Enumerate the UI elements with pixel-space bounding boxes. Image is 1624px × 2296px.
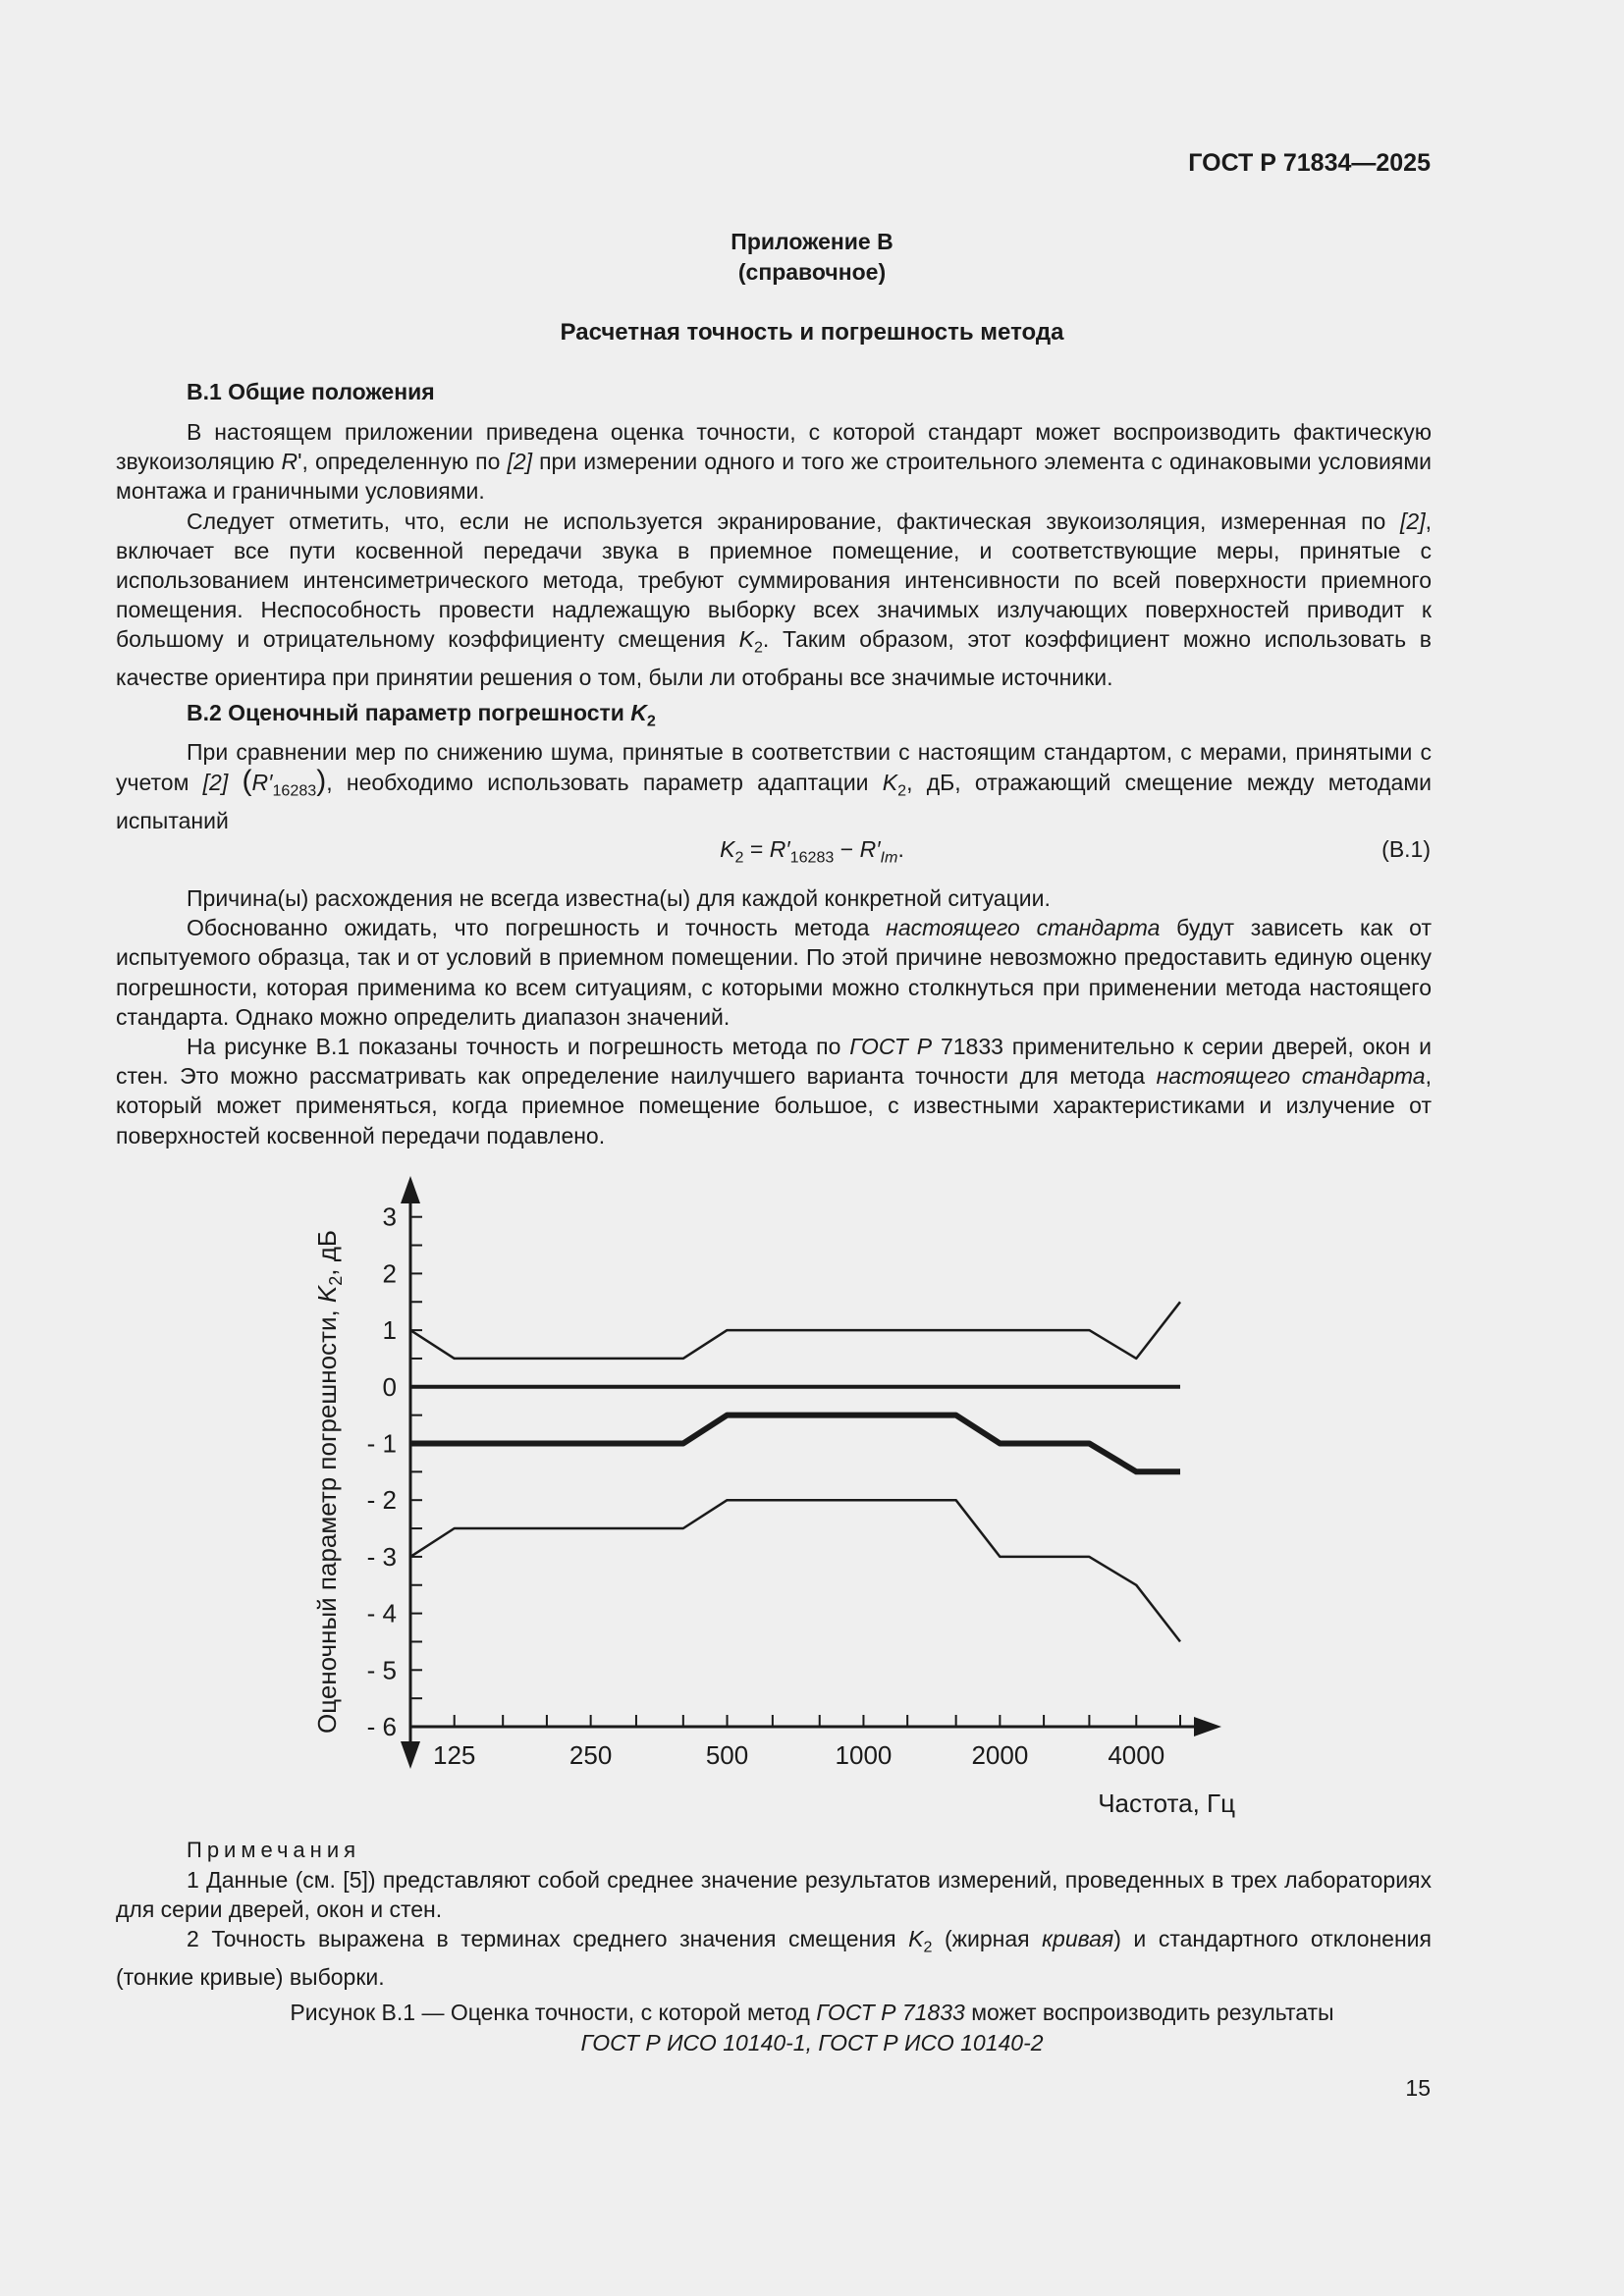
annex-heading: Расчетная точность и погрешность метода xyxy=(560,319,1064,346)
y-tick-label: - 2 xyxy=(366,1485,397,1516)
paragraph: При сравнении мер по снижению шума, принятые в соответствии с настоящим стандартом, с мерами, принятыми с учетом [2] $(R'_{16283})$, необходимо использовать параметр адаптации $K_2$, дБ, отражающий смещение между методами испытаний xyxy=(116,739,1433,833)
x-tick-labels xyxy=(433,1740,1164,1770)
section-b2-body xyxy=(116,883,1432,1150)
y-tick-label: - 3 xyxy=(366,1541,397,1572)
note-1: 1 Данные (см. [5]) представляют собой среднее значение результатов измерений, проведенных в трех лабораториях для серии дверей, окон и стен. xyxy=(116,1867,1433,1923)
x-tick-label: 1000 xyxy=(835,1740,893,1770)
figure-caption xyxy=(0,1998,1624,2058)
y-axis-arrow-down xyxy=(401,1741,420,1769)
y-tick-label: - 4 xyxy=(366,1598,397,1629)
y-tick-label: - 1 xyxy=(366,1428,397,1459)
section-b2-title: В.2 Оценочный параметр погрешности $K_2$ xyxy=(187,700,656,730)
paragraph: В настоящем приложении приведена оценка точности, с которой стандарт может воспроизводить фактическую звукоизоляцию R', определенную по [2] при измерении одного и того же строительного элемента с одинаковыми условиями монтажа и граничными условиями. xyxy=(116,419,1433,505)
x-axis-arrow xyxy=(1194,1717,1221,1736)
y-axis-label: Оценочный параметр погрешности, $K_2$, дБ xyxy=(312,1230,346,1734)
standard-code: ГОСТ Р 71834—2025 xyxy=(1188,149,1431,177)
paragraph: Обоснованно ожидать, что погрешность и точность метода настоящего стандарта будут зависеть как от испытуемого образца, так и от условий в приемном помещении. По этой причине невозможно предоставить единую оценку погрешности, которая применима ко всем ситуациям, с которыми можно столкнуться при применении метода настоящего стандарта. Однако можно определить диапазон значений. xyxy=(116,915,1432,1030)
y-axis-arrow-up xyxy=(401,1176,420,1203)
section-b1-body xyxy=(116,417,1432,692)
notes-body xyxy=(116,1865,1432,1992)
figure-b1-chart xyxy=(0,1168,1624,1836)
annex-type: (справочное) xyxy=(737,259,887,285)
paragraph: На рисунке В.1 показаны точность и погрешность метода по ГОСТ Р 71833 применительно к серии дверей, окон и стен. Это можно рассматривать как определение наилучшего варианта точности для метода настоящего стандарта, который может применяться, когда приемное помещение большое, с известными характеристиками и излучение от поверхностей косвенной передачи подавлено. xyxy=(116,1034,1433,1148)
y-minor-ticks xyxy=(410,1217,422,1727)
paragraph: Причина(ы) расхождения не всегда известна(ы) для каждой конкретной ситуации. xyxy=(187,885,1051,911)
series-line-bold xyxy=(410,1415,1180,1472)
x-tick-label: 250 xyxy=(568,1740,613,1770)
section-b1-title: В.1 Общие положения xyxy=(187,379,435,404)
figure-caption-line-2: ГОСТ Р ИСО 10140-1, ГОСТ Р ИСО 10140-2 xyxy=(580,2030,1044,2056)
series-line-thin xyxy=(410,1302,1180,1359)
annex-title: Приложение В xyxy=(731,229,893,254)
y-tick-labels xyxy=(367,1202,397,1741)
y-tick-label: - 5 xyxy=(366,1655,397,1685)
x-ticks xyxy=(410,1715,1180,1727)
page-number: 15 xyxy=(1405,2075,1431,2101)
y-tick-label: 3 xyxy=(382,1201,397,1232)
formula-number: (В.1) xyxy=(1381,836,1431,862)
paragraph: Следует отметить, что, если не используется экранирование, фактическая звукоизоляция, измеренная по [2], включает все пути косвенной передачи звука в приемное помещение, и соответствующие меры, принятые с использованием интенсиметрического метода, требуют суммирования интенсивности по всей поверхности приемного помещения. Неспособность провести надлежащую выборку всех значимых излучающих поверхностей приводит к большому и отрицательному коэффициенту смещения $K_2$. Таким образом, этот коэффициент можно использовать в качестве ориентира при принятии решения о том, были ли отобраны все значимые источники. xyxy=(116,507,1432,691)
x-tick-label: 4000 xyxy=(1108,1740,1165,1770)
x-tick-label: 2000 xyxy=(971,1740,1029,1770)
series-line-thin xyxy=(410,1500,1180,1641)
notes-title: Примечания xyxy=(187,1838,361,1862)
y-tick-label: 2 xyxy=(382,1258,397,1289)
y-tick-label: 0 xyxy=(382,1371,397,1402)
x-tick-label: 125 xyxy=(433,1740,476,1770)
figure-caption-line-1: Рисунок В.1 — Оценка точности, с которой метод ГОСТ Р 71833 может воспроизводить результаты xyxy=(290,2000,1334,2025)
y-tick-label: 1 xyxy=(382,1315,397,1346)
series-lines xyxy=(410,1302,1180,1641)
section-b2-intro xyxy=(116,737,1432,835)
note-2: 2 Точность выражена в терминах среднего значения смещения $K_2$ (жирная кривая) и стандартного отклонения (тонкие кривые) выборки. xyxy=(116,1926,1432,1991)
x-tick-label: 500 xyxy=(705,1740,749,1770)
x-axis-label: Частота, Гц xyxy=(1098,1789,1235,1818)
annex-title-block xyxy=(0,227,1624,288)
y-tick-label: - 6 xyxy=(366,1712,397,1741)
formula-b1: $K_2 = R'_{16283} - R'_{Im}$. xyxy=(720,836,904,867)
